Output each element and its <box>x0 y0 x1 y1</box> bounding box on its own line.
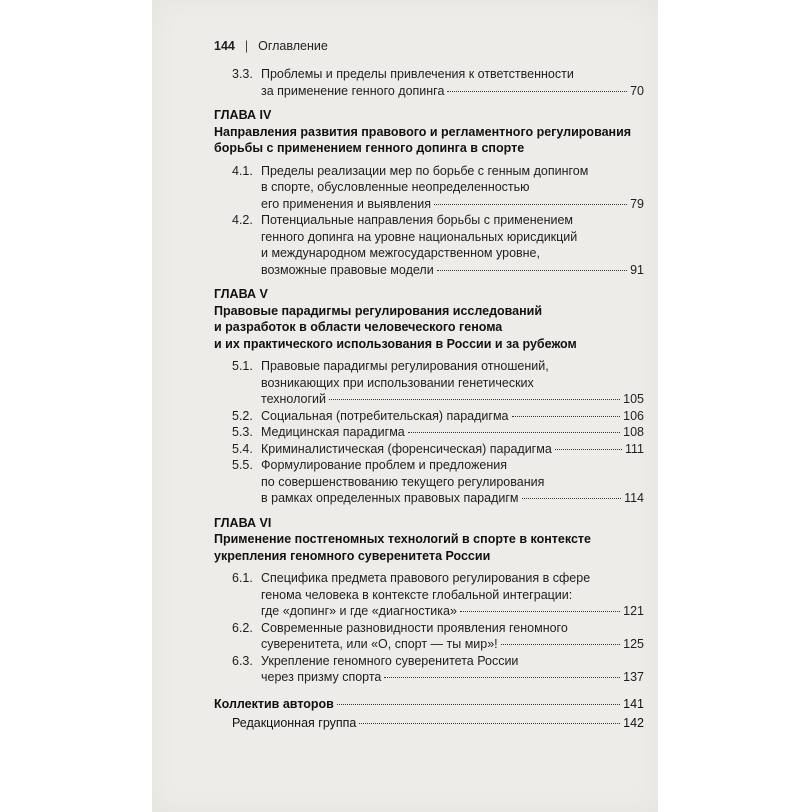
entry-text: в рамках определенных правовых парадигм <box>261 491 519 505</box>
entry-page: 121 <box>623 604 644 618</box>
toc-entry-3-3[interactable] <box>232 66 644 99</box>
entry-text: Пределы реализации мер по борьбе с генным допингом <box>261 163 589 178</box>
chapter-6-title-line[interactable]: Применение постгеномных технологий в спорте в контексте <box>214 532 591 546</box>
toc-entry-editors[interactable] <box>232 715 644 732</box>
leader-dots <box>434 204 627 205</box>
entry-page: 108 <box>623 425 644 439</box>
leader-dots <box>522 498 622 499</box>
entry-text: где «допинг» и где «диагностика» <box>261 604 457 618</box>
chapter-5-title-line[interactable]: Правовые парадигмы регулирования исследований <box>214 303 543 318</box>
entry-text: Криминалистическая (форенсическая) парадигма <box>261 441 552 456</box>
entry-number: 4.2. <box>232 213 253 227</box>
table-of-contents <box>214 66 644 732</box>
entry-number: 5.4. <box>232 441 253 456</box>
leader-dots <box>501 644 620 645</box>
entry-page: 79 <box>630 196 644 211</box>
chapter-5-title-line[interactable]: и разработок в области человеческого генома <box>214 320 503 334</box>
toc-entry-6-3[interactable] <box>232 653 644 686</box>
toc-entry-4-1[interactable] <box>232 163 644 213</box>
entry-text: генного допинга на уровне национальных юрисдикций <box>261 229 578 244</box>
toc-entry-authors[interactable] <box>214 696 644 713</box>
entry-text: генома человека в контексте глобальной интеграции: <box>261 587 573 602</box>
entry-number: 6.2. <box>232 620 253 635</box>
entry-text: Правовые парадигмы регулирования отношений, <box>261 359 549 373</box>
chapter-4-title-line[interactable]: Направления развития правового и регламентного регулирования <box>214 124 632 139</box>
entry-number: 5.3. <box>232 425 253 439</box>
chapter-4-title-line[interactable]: борьбы с применением генного допинга в спорте <box>214 141 525 155</box>
entry-text: Современные разновидности проявления геномного <box>261 620 568 635</box>
entry-text: суверенитета, или «О, спорт — ты мир»! <box>261 637 498 651</box>
entry-text: и международном межгосударственном уровне, <box>261 246 540 260</box>
entry-page: 114 <box>624 491 644 505</box>
toc-entry-5-5[interactable] <box>232 457 644 507</box>
entry-text: за применение генного допинга <box>261 83 445 98</box>
entry-text: Редакционная группа <box>232 716 357 730</box>
entry-text: Медицинская парадигма <box>261 425 405 439</box>
entry-page: 105 <box>623 392 644 406</box>
leader-dots <box>329 399 620 400</box>
running-title: Оглавление <box>258 39 328 53</box>
entry-number: 6.3. <box>232 653 253 668</box>
chapter-6-label: ГЛАВА VI <box>214 515 272 530</box>
leader-dots <box>437 270 627 271</box>
toc-entry-4-2[interactable] <box>232 212 644 278</box>
header-separator: | <box>244 39 249 53</box>
entry-page: 137 <box>623 670 644 684</box>
leader-dots <box>384 677 620 678</box>
leader-dots <box>447 91 627 92</box>
entry-page: 125 <box>623 637 644 651</box>
leader-dots <box>460 611 620 612</box>
entry-number: 6.1. <box>232 571 253 585</box>
page-number: 144 <box>214 39 235 53</box>
toc-entry-6-2[interactable] <box>232 620 644 653</box>
toc-entry-5-1[interactable] <box>232 358 644 408</box>
chapter-4-label: ГЛАВА IV <box>214 108 272 122</box>
leader-dots <box>359 723 620 724</box>
leader-dots <box>512 416 621 417</box>
entry-text: Укрепление геномного суверенитета России <box>261 653 519 668</box>
leader-dots <box>555 449 622 450</box>
entry-text: по совершенствованию текущего регулирования <box>261 474 545 489</box>
toc-entry-5-2[interactable] <box>232 408 644 425</box>
chapter-6-title-line[interactable]: укрепления геномного суверенитета России <box>214 548 491 563</box>
entry-number: 5.1. <box>232 359 253 373</box>
entry-page: 142 <box>623 716 644 730</box>
entry-text: его применения и выявления <box>261 196 431 211</box>
entry-text: Социальная (потребительская) парадигма <box>261 408 509 423</box>
entry-text: в спорте, обусловленные неопределенностью <box>261 180 530 194</box>
toc-entry-6-1[interactable] <box>232 570 644 620</box>
entry-page: 91 <box>630 262 644 277</box>
chapter-5-label: ГЛАВА V <box>214 287 268 301</box>
entry-page: 106 <box>623 408 644 423</box>
entry-page: 141 <box>623 696 644 711</box>
toc-entry-5-4[interactable] <box>232 441 644 458</box>
chapter-5-title-line[interactable]: и их практического использования в России и за рубежом <box>214 336 577 351</box>
entry-page: 111 <box>624 441 644 456</box>
entry-text: возникающих при использовании генетических <box>261 375 534 390</box>
leader-dots <box>408 432 620 433</box>
entry-text: Формулирование проблем и предложения <box>261 458 508 472</box>
entry-text: через призму спорта <box>261 670 382 684</box>
entry-text: Коллектив авторов <box>214 696 334 711</box>
entry-text: Специфика предмета правового регулирования в сфере <box>261 571 591 585</box>
page-header <box>214 35 634 57</box>
entry-number: 4.1. <box>232 163 253 178</box>
entry-text: технологий <box>261 392 327 406</box>
entry-text: возможные правовые модели <box>261 262 434 277</box>
toc-entry-5-3[interactable] <box>232 424 644 441</box>
entry-page: 70 <box>630 83 644 98</box>
entry-number: 3.3. <box>232 67 253 81</box>
leader-dots <box>337 704 620 705</box>
entry-number: 5.2. <box>232 408 253 423</box>
entry-text: Потенциальные направления борьбы с применением <box>261 213 574 227</box>
entry-text: Проблемы и пределы привлечения к ответственности <box>261 67 574 81</box>
entry-number: 5.5. <box>232 458 253 472</box>
